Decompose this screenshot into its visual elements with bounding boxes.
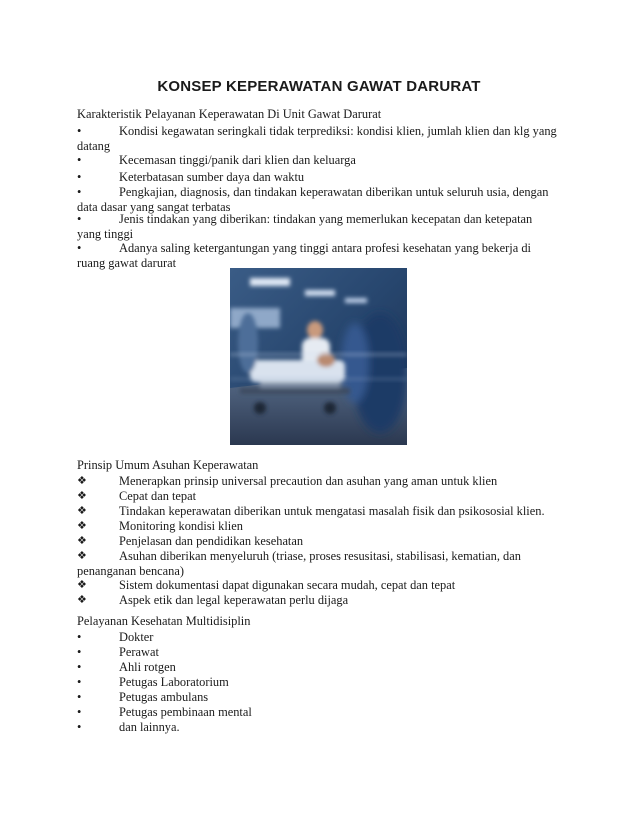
bullet-icon: • bbox=[77, 675, 82, 689]
bullet-icon: • bbox=[77, 630, 82, 644]
list-item-text: Ahli rotgen bbox=[119, 660, 176, 674]
list-item-text: dan lainnya. bbox=[119, 720, 180, 734]
list-item-text: Kecemasan tinggi/panik dari klien dan keluarga bbox=[119, 153, 356, 167]
list-item-text: Petugas pembinaan mental bbox=[119, 705, 252, 719]
bullet-icon: • bbox=[77, 170, 82, 184]
list-item-text: Penjelasan dan pendidikan kesehatan bbox=[119, 534, 304, 548]
diamond-bullet-icon: ❖ bbox=[77, 550, 87, 562]
page-title: KONSEP KEPERAWATAN GAWAT DARURAT bbox=[157, 78, 481, 95]
section-heading-prinsip: Prinsip Umum Asuhan Keperawatan bbox=[77, 458, 259, 472]
list-item-text: Monitoring kondisi klien bbox=[119, 519, 243, 533]
list-item-text: Kondisi kegawatan seringkali tidak terprediksi: kondisi klien, jumlah klien dan klg yang bbox=[119, 124, 557, 138]
list-item-text: Sistem dokumentasi dapat digunakan secara mudah, cepat dan tepat bbox=[119, 578, 456, 592]
list-item-text: Jenis tindakan yang diberikan: tindakan yang memerlukan kecepatan dan ketepatan bbox=[119, 212, 533, 226]
diamond-bullet-icon: ❖ bbox=[77, 535, 87, 547]
list-item-text: Petugas Laboratorium bbox=[119, 675, 229, 689]
list-item-text: Pengkajian, diagnosis, dan tindakan keperawatan diberikan untuk seluruh usia, dengan bbox=[119, 185, 549, 199]
bullet-icon: • bbox=[77, 705, 82, 719]
list-item-text: Aspek etik dan legal keperawatan perlu dijaga bbox=[119, 593, 349, 607]
list-item-text: Perawat bbox=[119, 645, 159, 659]
diamond-bullet-icon: ❖ bbox=[77, 505, 87, 517]
diamond-bullet-icon: ❖ bbox=[77, 594, 87, 606]
bullet-icon: • bbox=[77, 645, 82, 659]
list-item-text: Cepat dan tepat bbox=[119, 489, 197, 503]
bullet-icon: • bbox=[77, 660, 82, 674]
section-heading-karakteristik: Karakteristik Pelayanan Keperawatan Di Unit Gawat Darurat bbox=[77, 107, 382, 121]
list-item-text: Tindakan keperawatan diberikan untuk mengatasi masalah fisik dan psikososial klien. bbox=[119, 504, 545, 518]
list-item-text-continued: yang tinggi bbox=[77, 227, 134, 241]
list-item-text: Dokter bbox=[119, 630, 154, 644]
emergency-room-photo bbox=[230, 268, 407, 445]
list-item-text: Adanya saling ketergantungan yang tinggi antara profesi kesehatan yang bekerja di bbox=[119, 241, 531, 255]
bullet-icon: • bbox=[77, 720, 82, 734]
diamond-bullet-icon: ❖ bbox=[77, 520, 87, 532]
list-item-text-continued: datang bbox=[77, 139, 111, 153]
bullet-icon: • bbox=[77, 153, 82, 167]
bullet-icon: • bbox=[77, 690, 82, 704]
list-item-text-continued: penanganan bencana) bbox=[77, 564, 184, 578]
list-item-text: Keterbatasan sumber daya dan waktu bbox=[119, 170, 305, 184]
diamond-bullet-icon: ❖ bbox=[77, 579, 87, 591]
list-item-text-continued: ruang gawat darurat bbox=[77, 256, 177, 270]
section-heading-pelayanan: Pelayanan Kesehatan Multidisiplin bbox=[77, 614, 251, 628]
list-item-text-continued: data dasar yang sangat terbatas bbox=[77, 200, 231, 214]
bullet-icon: • bbox=[77, 241, 82, 255]
list-item-text: Petugas ambulans bbox=[119, 690, 209, 704]
bullet-icon: • bbox=[77, 124, 82, 138]
diamond-bullet-icon: ❖ bbox=[77, 490, 87, 502]
bullet-icon: • bbox=[77, 185, 82, 199]
diamond-bullet-icon: ❖ bbox=[77, 475, 87, 487]
list-item-text: Asuhan diberikan menyeluruh (triase, proses resusitasi, stabilisasi, kematian, dan bbox=[119, 549, 521, 563]
list-item-text: Menerapkan prinsip universal precaution dan asuhan yang aman untuk klien bbox=[119, 474, 498, 488]
bullet-icon: • bbox=[77, 212, 82, 226]
